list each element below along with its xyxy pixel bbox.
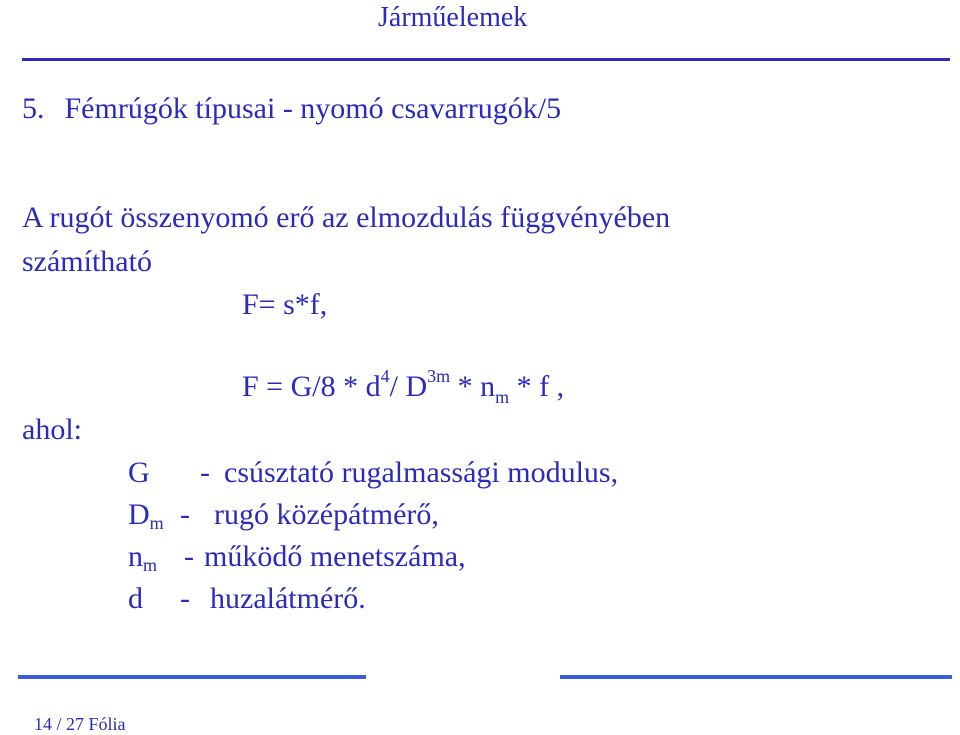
definition-row (128, 494, 618, 536)
formula-part-2: / D (389, 370, 428, 403)
definition-symbol: d (128, 582, 143, 615)
slide-title-text: Fémrúgók típusai - nyomó csavarrugók/5 (64, 92, 562, 125)
definition-dash: - (180, 498, 190, 531)
body-line-2: számítható (22, 245, 152, 278)
header-title: Járműelemek (378, 2, 528, 33)
header-divider (22, 58, 950, 61)
definition-row (128, 536, 618, 578)
footer-divider-left (18, 675, 366, 679)
definitions-list (128, 452, 618, 620)
formula-spring-force (242, 366, 565, 407)
formula-simple: F= s*f, (242, 288, 328, 321)
definition-text: rugó középátmérő, (214, 498, 439, 531)
definition-symbol: $D_m$ (128, 498, 164, 533)
definition-row (128, 452, 618, 494)
formula-part-1: F = G/8 * d (242, 370, 381, 403)
formula-exponent-d: 4 (380, 366, 390, 386)
definition-dash: - (184, 540, 194, 573)
definition-dash: - (200, 456, 210, 489)
footer-divider-right (560, 675, 952, 679)
definition-dash: - (180, 582, 190, 615)
formula-exponent-D: 3m (427, 366, 451, 386)
formula-part-4: * f , (509, 370, 565, 403)
formula-subscript-n: m (495, 387, 510, 407)
definition-text: működő menetszáma, (204, 540, 466, 573)
definition-text: huzalátmérő. (210, 582, 366, 615)
definition-symbol: G (128, 456, 150, 489)
slide-title (22, 92, 561, 126)
page-counter: 14 / 27 Fólia (34, 714, 126, 734)
definition-symbol: $n_m$ (128, 540, 158, 575)
definition-text: csúsztató rugalmassági modulus, (224, 456, 619, 489)
slide-number: 5. (22, 92, 45, 125)
formula-part-3: * n (450, 370, 496, 403)
body-line-1: A rugót összenyomó erő az elmozdulás függvényében (22, 201, 671, 234)
where-label: ahol: (22, 413, 82, 446)
definition-row (128, 578, 618, 620)
